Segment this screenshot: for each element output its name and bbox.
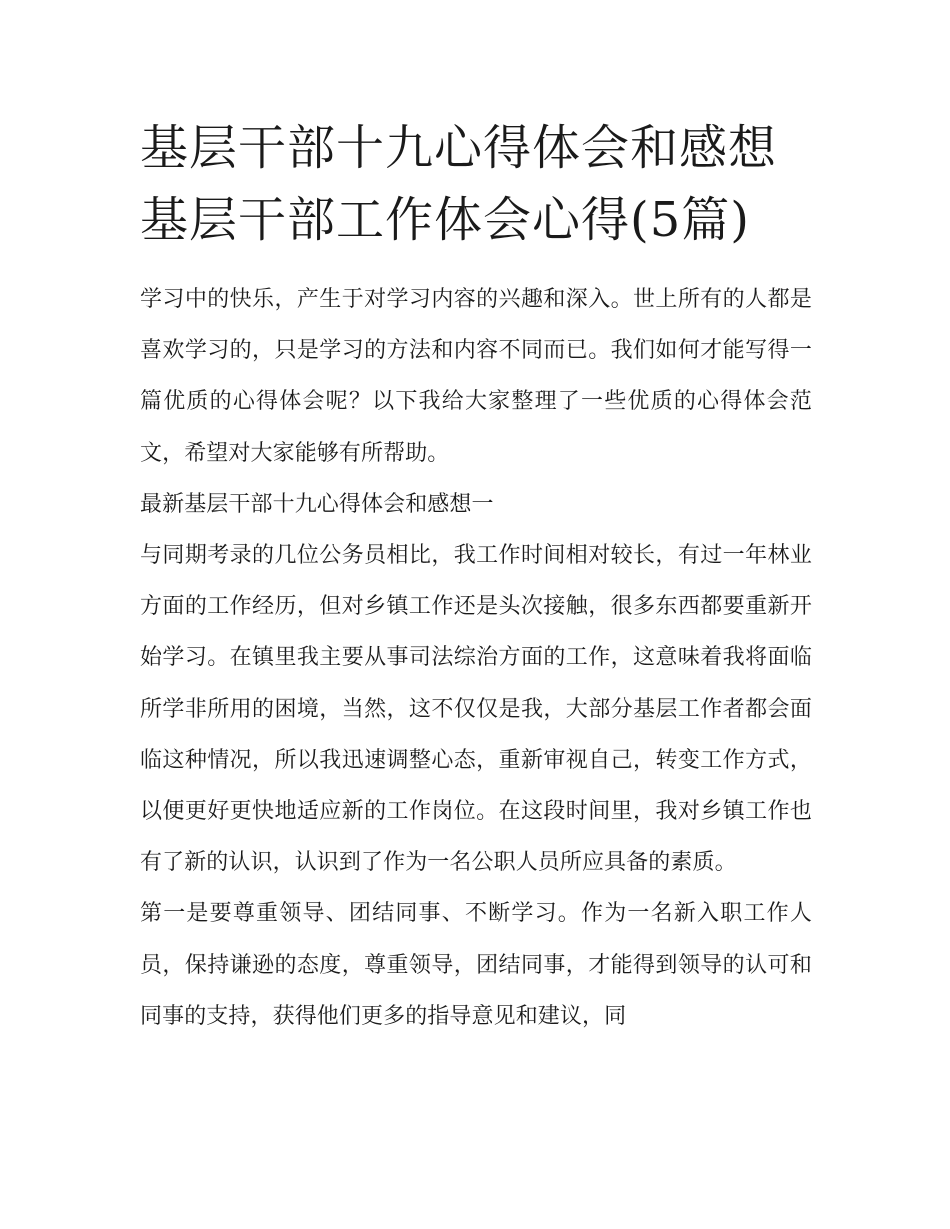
- body-paragraph-2: 第一是要尊重领导、团结同事、不断学习。作为一名新入职工作人员，保持谦逊的态度，尊重领导，团结同事，才能得到领导的认可和同事的支持，获得他们更多的指导意见和建议，同: [140, 901, 812, 1029]
- title-line-1: 基层干部十九心得体会和感想: [140, 120, 778, 176]
- document-body: [140, 112, 812, 1042]
- document-title: [140, 112, 812, 256]
- section-heading: 最新基层干部十九心得体会和感想一: [140, 491, 494, 517]
- intro-paragraph: 学习中的快乐，产生于对学习内容的兴趣和深入。世上所有的人都是喜欢学习的，只是学习的方法和内容不同而已。我们如何才能写得一篇优质的心得体会呢？以下我给大家整理了一些优质的心得体会范文，希望对大家能够有所帮助。: [140, 287, 812, 466]
- title-line-2: 基层干部工作体会心得(5篇): [140, 192, 750, 248]
- body-paragraph-1: 与同期考录的几位公务员相比，我工作时间相对较长，有过一年林业方面的工作经历，但对乡镇工作还是头次接触，很多东西都要重新开始学习。在镇里我主要从事司法综治方面的工作，这意味着我将面临所学非所用的困境，当然，这不仅仅是我，大部分基层工作者都会面临这种情况，所以我迅速调整心态，重新审视自己，转变工作方式，以便更好更快地适应新的工作岗位。在这段时间里，我对乡镇工作也有了新的认识，认识到了作为一名公职人员所应具备的素质。: [140, 543, 812, 876]
